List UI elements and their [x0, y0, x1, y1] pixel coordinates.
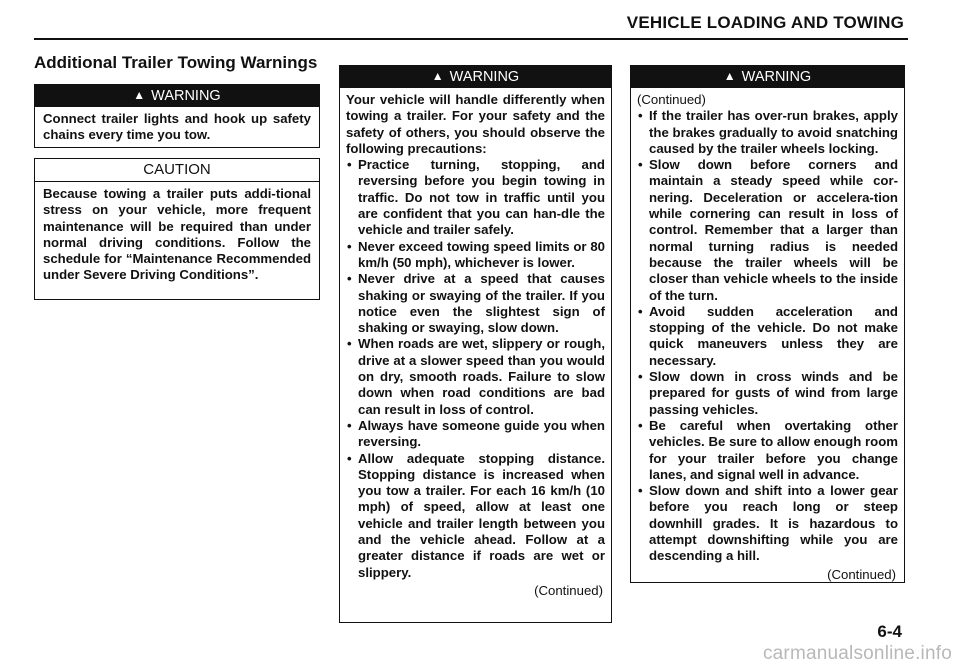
warning-header: [631, 66, 904, 88]
continued-label: (Continued): [827, 566, 896, 582]
header-rule: [34, 38, 908, 40]
list-item: • Slow down in cross winds and be prepared for gusts of wind from large passing vehicles.: [637, 369, 898, 418]
section-title: Additional Trailer Towing Warnings: [34, 53, 318, 72]
list-item: • Never drive at a speed that causes shaking or swaying of the trailer. If you notice even the slightest sign of shaking or swaying, slow down.: [346, 271, 605, 336]
precautions-list: [346, 157, 605, 581]
continued-intro: (Continued): [637, 92, 706, 107]
page-header-title: VEHICLE LOADING AND TOWING: [626, 13, 904, 32]
caution-header: CAUTION: [35, 159, 319, 182]
warning-box-right: [630, 65, 905, 583]
list-item: • Slow down before corners and maintain a steady speed while cor-nering. Deceleration or accelera-tion while cornering can result in loss of control. Remember that a larger than normal turning radius is needed because the trailer wheels will be closer than vehicle wheels to the inside of the turn.: [637, 157, 898, 304]
precautions-list: [637, 108, 898, 564]
warning-box-small: [34, 84, 320, 148]
warning-header: [35, 85, 319, 107]
warning-triangle-icon: ▲: [133, 88, 146, 102]
list-item: • Never exceed towing speed limits or 80 km/h (50 mph), whichever is lower.: [346, 239, 605, 272]
warning-label: WARNING: [449, 69, 520, 85]
warning-box-middle: [339, 65, 612, 623]
page-number: 6-4: [877, 622, 902, 641]
list-item: • Always have someone guide you when reversing.: [346, 418, 605, 451]
watermark: carmanualsonline.info: [762, 643, 952, 664]
warning-triangle-icon: ▲: [431, 69, 444, 83]
list-item: • If the trailer has over-run brakes, apply the brakes gradually to avoid snatching caused by the trailer wheels locking.: [637, 108, 898, 157]
caution-box: [34, 158, 320, 300]
list-item: • When roads are wet, slippery or rough, drive at a slower speed than you would on dry, smooth roads. Failure to slow down when road conditions are bad can result in loss of control.: [346, 336, 605, 417]
warning-label: WARNING: [741, 69, 812, 85]
caution-text: Because towing a trailer puts addi-tional stress on your vehicle, more frequent maintenance will be required than under normal driving conditions. Follow the schedule for “Maintenance Recommended under Severe Driving Conditions”.: [43, 186, 311, 283]
list-item: • Allow adequate stopping distance. Stopping distance is increased when you tow a trailer. For each 16 km/h (10 mph) of speed, allow at least one vehicle and trailer length between you and the vehicle ahead. Follow at a greater distance if roads are wet or slippery.: [346, 451, 605, 581]
warning-header: [340, 66, 611, 88]
list-item: • Practice turning, stopping, and reversing before you begin towing in traffic. Do not tow in traffic until you are confident that you can han-dle the vehicle and trailer safely.: [346, 157, 605, 238]
list-item: • Slow down and shift into a lower gear before you reach long or steep downhill grades. It is hazardous to attempt downshifting while you are descending a hill.: [637, 483, 898, 564]
warning-intro: Your vehicle will handle differently when towing a trailer. For your safety and the safety of others, you should observe the following precautions:: [346, 92, 605, 156]
list-item: • Be careful when overtaking other vehicles. Be sure to allow enough room for your trailer before you change lanes, and signal well in advance.: [637, 418, 898, 483]
warning-triangle-icon: ▲: [723, 69, 736, 83]
list-item: • Avoid sudden acceleration and stopping of the vehicle. Do not make quick maneuvers unless they are necessary.: [637, 304, 898, 369]
warning-label: WARNING: [151, 88, 221, 104]
warning-text: Connect trailer lights and hook up safety chains every time you tow.: [43, 111, 311, 143]
continued-label: (Continued): [534, 582, 603, 598]
